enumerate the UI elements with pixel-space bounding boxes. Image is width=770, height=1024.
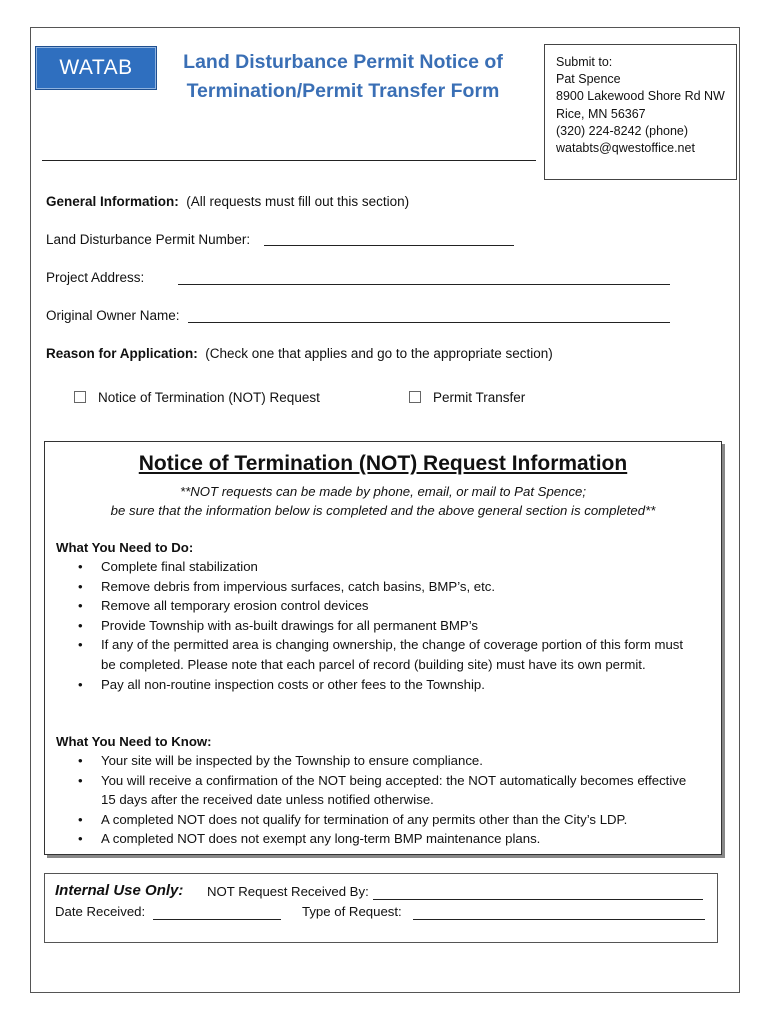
not-subtitle-line1: **NOT requests can be made by phone, email, or mail to Pat Spence; <box>179 484 587 499</box>
project-address-label: Project Address: <box>46 270 145 285</box>
form-title-line2: Termination/Permit Transfer Form <box>186 80 500 102</box>
know-heading: What You Need to Know: <box>56 734 212 749</box>
form-title-line1: Land Disturbance Permit Notice of <box>183 51 503 73</box>
list-item: • A completed NOT does not exempt any long-term BMP maintenance plans. <box>56 829 696 849</box>
not-info-box <box>44 441 722 855</box>
option-transfer-label: Permit Transfer <box>433 390 526 405</box>
reason-note: (Check one that applies and go to the appropriate section) <box>205 346 553 361</box>
reason-heading: Reason for Application: <box>46 346 198 361</box>
received-by-field[interactable] <box>373 899 703 900</box>
watab-logo <box>35 46 157 90</box>
todo-heading: What You Need to Do: <box>56 540 194 555</box>
submit-to-heading: Submit to: <box>556 55 613 69</box>
list-item: • You will receive a confirmation of the NOT being accepted: the NOT automatically becomes effective 15 days after the received date unless notified otherwise. <box>56 771 696 810</box>
permit-number-label: Land Disturbance Permit Number: <box>46 232 251 247</box>
internal-use-heading: Internal Use Only: <box>55 882 184 899</box>
todo-list <box>56 557 696 694</box>
transfer-checkbox[interactable] <box>409 391 421 403</box>
general-info-note: (All requests must fill out this section) <box>186 194 410 209</box>
submit-to-email: watabts@qwestoffice.net <box>556 141 695 156</box>
logo-text: WATAB <box>59 56 133 79</box>
submit-to-name: Pat Spence <box>556 72 621 87</box>
type-of-request-field[interactable] <box>413 919 705 920</box>
submit-to-city: Rice, MN 56367 <box>556 106 646 121</box>
submit-to-phone: (320) 224-8242 (phone) <box>556 123 689 138</box>
date-received-label: Date Received: <box>55 904 146 919</box>
list-item: • Remove all temporary erosion control devices <box>56 596 696 616</box>
form-title <box>168 48 518 106</box>
title-divider <box>42 160 536 161</box>
list-item: • Complete final stabilization <box>56 557 696 577</box>
received-by-label: NOT Request Received By: <box>207 884 369 899</box>
list-item: • If any of the permitted area is changing ownership, the change of coverage portion of this form must be completed. Please note that each parcel of record (building site) must have its own permit. <box>56 635 696 674</box>
list-item: • A completed NOT does not qualify for termination of any permits other than the City’s LDP. <box>56 810 696 830</box>
list-item: • Provide Township with as-built drawings for all permanent BMP’s <box>56 616 696 636</box>
list-item: • Your site will be inspected by the Township to ensure compliance. <box>56 751 696 771</box>
project-address-field[interactable] <box>178 284 670 285</box>
not-subtitle-line2: be sure that the information below is completed and the above general section is completed** <box>110 503 656 518</box>
option-transfer[interactable] <box>409 390 525 405</box>
date-received-field[interactable] <box>153 919 281 920</box>
know-list <box>56 751 696 849</box>
permit-number-field[interactable] <box>264 245 514 246</box>
submit-to-street: 8900 Lakewood Shore Rd NW <box>556 89 725 104</box>
owner-name-field[interactable] <box>188 322 670 323</box>
internal-use-box <box>44 873 718 943</box>
not-checkbox[interactable] <box>74 391 86 403</box>
type-of-request-label: Type of Request: <box>302 904 402 919</box>
list-item: • Pay all non-routine inspection costs or other fees to the Township. <box>56 675 696 695</box>
general-info-heading: General Information: <box>46 194 179 209</box>
option-not-label: Notice of Termination (NOT) Request <box>98 390 320 405</box>
reason-line <box>46 346 553 361</box>
submit-to-box <box>544 44 737 180</box>
owner-name-label: Original Owner Name: <box>46 308 180 323</box>
general-info-line <box>46 194 409 209</box>
not-section-title: Notice of Termination (NOT) Request Information <box>138 452 628 475</box>
list-item: • Remove debris from impervious surfaces, catch basins, BMP’s, etc. <box>56 577 696 597</box>
option-not[interactable] <box>74 390 320 405</box>
